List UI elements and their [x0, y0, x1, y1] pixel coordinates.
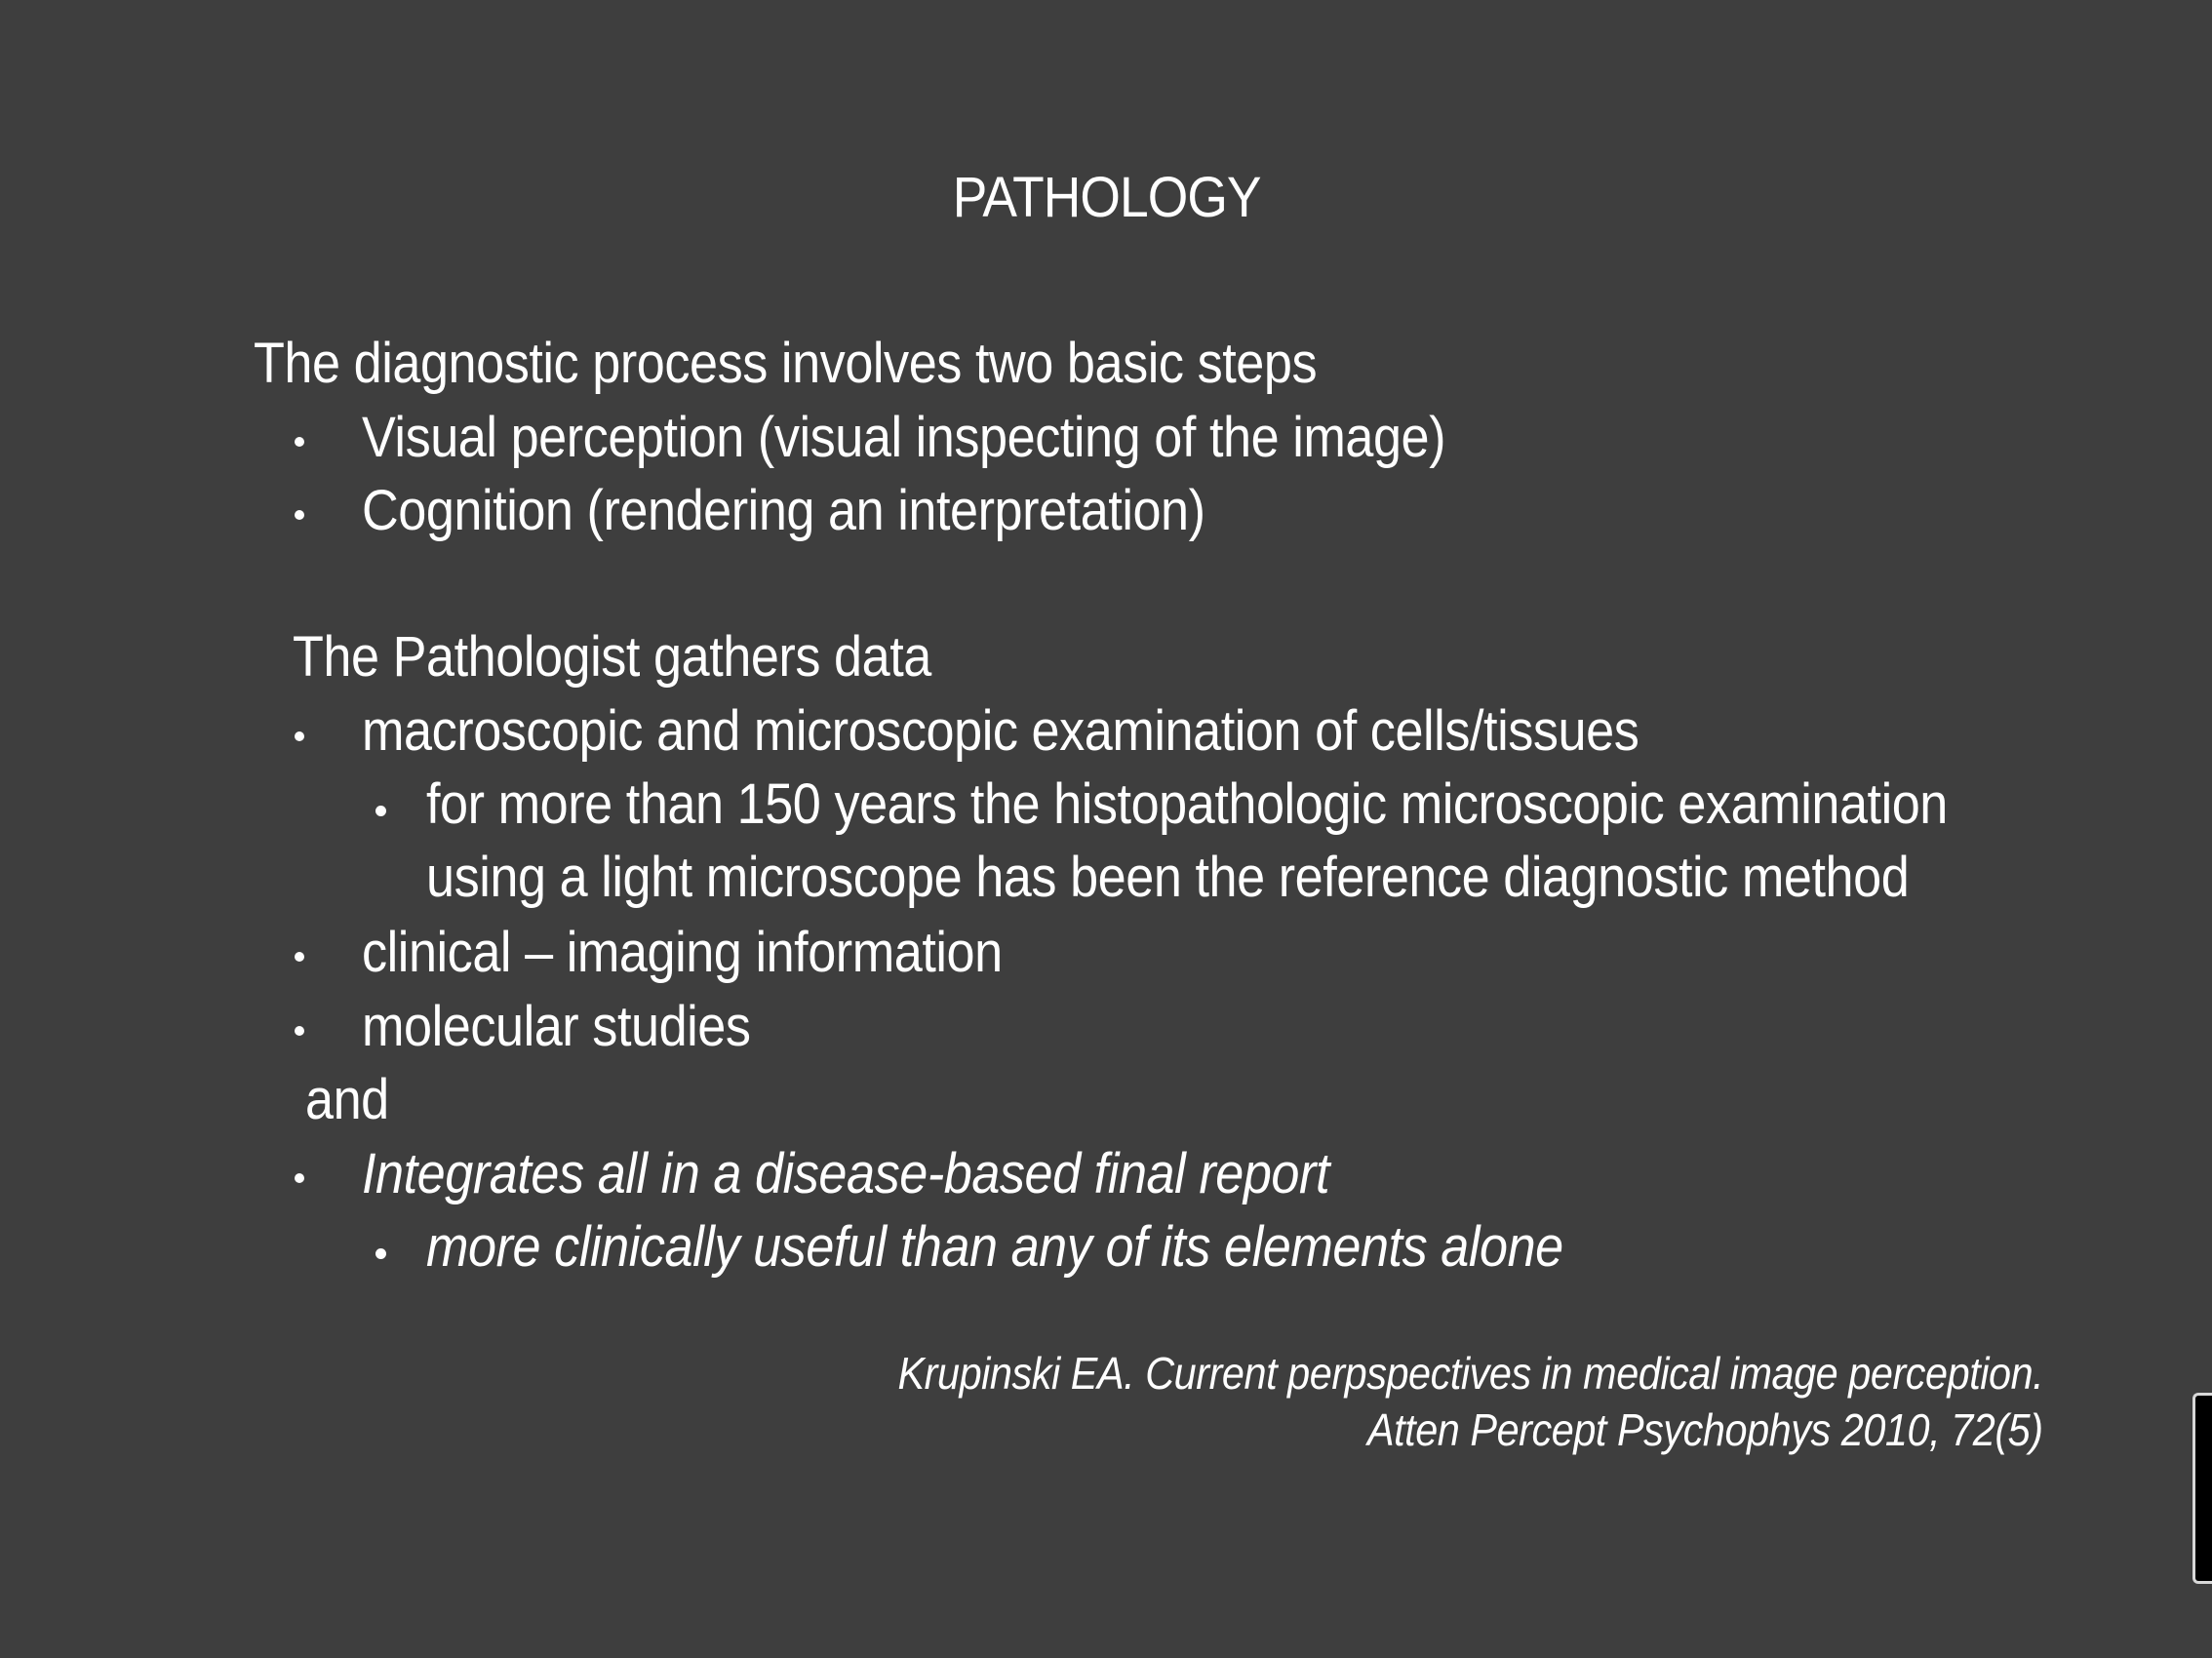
citation-line1: Krupinski EA. Current perpspectives in medical image perception. [897, 1348, 2043, 1399]
sub-bullet-dot-icon [375, 806, 386, 816]
bullet-visual-perception: Visual perception (visual inspecting of the image) [362, 406, 1446, 469]
connector-and: and [305, 1068, 389, 1131]
sub-bullet-dot-icon [375, 1248, 386, 1259]
sub-bullet-150-years-line2: using a light microscope has been the reference diagnostic method [426, 846, 1910, 909]
sub-bullet-150-years-line1: for more than 150 years the histopathologic microscopic examination [426, 772, 1948, 836]
bullet-molecular-studies: molecular studies [362, 995, 751, 1058]
section-heading-diagnostic-process: The diagnostic process involves two basic steps [254, 332, 1318, 395]
bullet-dot-icon [295, 731, 304, 741]
bullet-dot-icon [295, 952, 304, 962]
sub-bullet-clinically-useful: more clinically useful than any of its elements alone [426, 1215, 1563, 1279]
bullet-dot-icon [295, 437, 304, 447]
bullet-dot-icon [295, 1026, 304, 1036]
presenter-control-tab[interactable] [2192, 1393, 2212, 1584]
bullet-dot-icon [295, 510, 304, 520]
citation-line2: Atten Percept Psychophys 2010, 72(5) [1367, 1404, 2043, 1455]
bullet-integrates-final-report: Integrates all in a disease-based final report [362, 1142, 1330, 1205]
slide-title: PATHOLOGY [952, 166, 1261, 229]
bullet-macroscopic-microscopic: macroscopic and microscopic examination of cells/tissues [362, 699, 1639, 763]
bullet-clinical-imaging: clinical – imaging information [362, 921, 1003, 984]
section-heading-pathologist-gathers-data: The Pathologist gathers data [293, 625, 931, 689]
bullet-dot-icon [295, 1173, 304, 1183]
bullet-cognition: Cognition (rendering an interpretation) [362, 479, 1205, 542]
